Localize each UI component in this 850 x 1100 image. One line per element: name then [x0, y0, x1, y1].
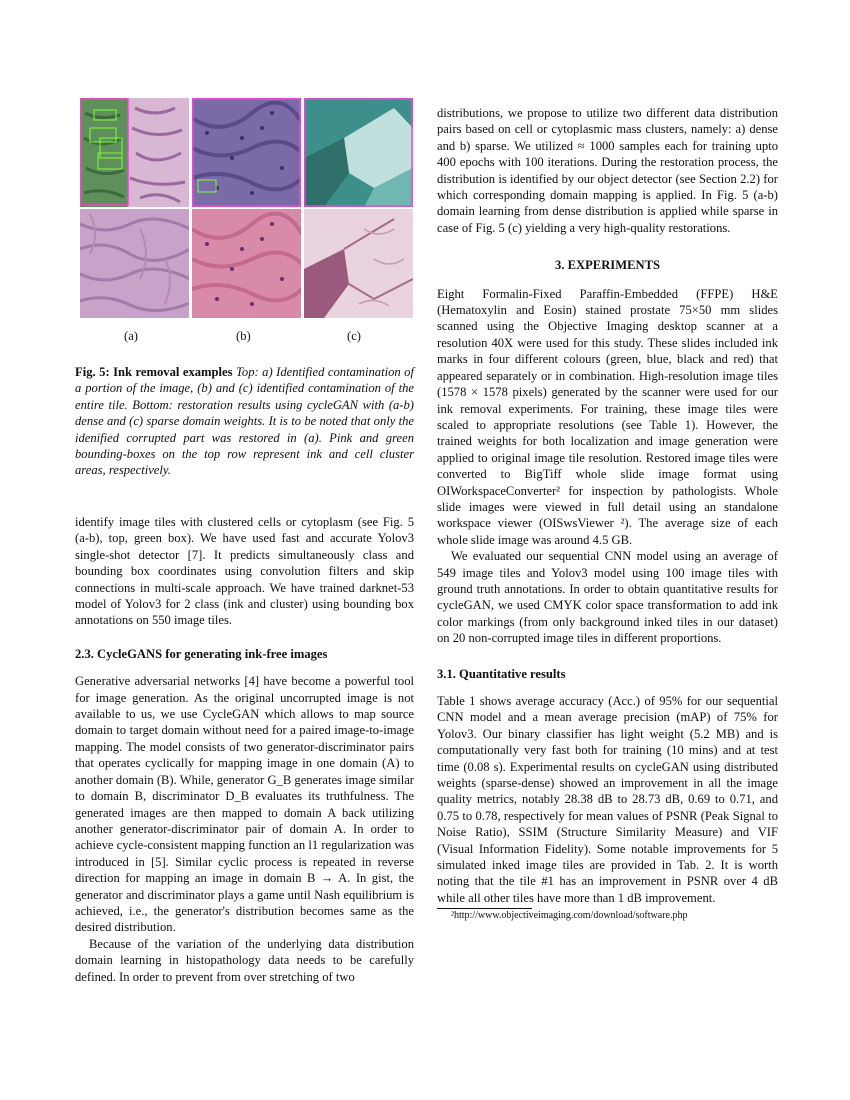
caption-text: Top: a) Identified contamination of a portion of the image, (b) and (c) identified contamination of the entire tile. Bottom: restoration results using cycleGAN with (a-b) dense and (c) sparse domain weights. It is to be noted that only the idenified corrupted part was restored in (a). Pink and green bounding-boxes on the top row represent ink and cell cluster areas, respectively. [75, 365, 414, 478]
tile-a-top-image [80, 98, 189, 207]
section-heading-3-1: 3.1. Quantitative results [437, 666, 566, 681]
section-heading-3: 3. EXPERIMENTS [555, 258, 660, 273]
caption-label: Fig. 5 [75, 365, 106, 379]
figure-caption: Fig. 5: Ink removal examples Top: a) Identified contamination of a portion of the image, (b) and (c) identified contamination of the entire tile. Bottom: restoration results using cycleGAN with (a-b) dense and (c) sparse domain weights. It is to be noted that only the idenified corrupted part was restored in (a). Pink and green bounding-boxes on the top row represent ink and cell cluster areas, respectively. [75, 365, 414, 478]
tile-b-bottom-image [192, 209, 301, 318]
tile-a-bottom-image [80, 209, 189, 318]
figure-5 [80, 98, 414, 318]
tile-a-top [80, 98, 189, 207]
tile-b-top-image [192, 98, 301, 207]
section-heading-2-3: 2.3. CycleGANS for generating ink-free images [75, 646, 328, 661]
right-column [437, 105, 778, 922]
figure-label-b: (b) [236, 329, 251, 343]
figure-label-a: (a) [124, 329, 138, 343]
paragraph: identify image tiles with clustered cells or cytoplasm (see Fig. 5 (a-b), top, green box). We have used fast and accurate Yolov3 single-shot detector [7]. It predicts simultaneously class and bounding box coordinates using convolution filters and skip connections in multi-scale approach. We have trained darknet-53 model of Yolov3 for 2 class (ink and cluster) using bounding box annotations on 550 image tiles. [75, 515, 414, 628]
paragraph: We evaluated our sequential CNN model using an average of 549 image tiles and Yolov3 model using 100 image tiles with ground truth annotations. In order to obtain quantitative results for cycleGAN, we used CMYK color space transformation to add ink color markings (from only background inked tiles in our dataset) on 20 non-corrupted image tiles in different proportions. [437, 549, 778, 646]
paragraph: Table 1 shows average accuracy (Acc.) of 95% for our sequential CNN model and a mean average precision (mAP) of 75% for Yolov3. Our binary classifier has light weight (5.2 MB) and is computationally very fast both for training (10 mins) and at test time (0.08 s). Experimental results on cycleGAN using distributed weights (sparse-dense) showed an improvement in all the image quality metrics, notably 28.38 dB to 28.73 dB, 0.69 to 0.71, and 0.75 to 0.78, respectively for mean values of PSNR (Peak Signal to Noise Ratio), SSIM (Structure Similarity Measure) and VIF (Visual Information Fidelity). Some notable improvements for 5 simulated inked image tiles are provided in Tab. 2. It is worth noting that the tile #1 has an improvement in PSNR over 4 dB while all other tiles have more than 1 dB improvement. [437, 694, 778, 905]
tile-c-top [304, 98, 413, 207]
tile-a-bottom [80, 209, 189, 318]
paragraph: Because of the variation of the underlying data distribution domain learning in histopathology data needs to be carefully defined. In order to prevent from over stretching of two [75, 936, 414, 984]
tile-c-top-image [304, 98, 413, 207]
paragraph: Eight Formalin-Fixed Paraffin-Embedded (FFPE) H&E (Hematoxylin and Eosin) stained prostate 75×50 mm slides scanned using the Objective Imaging desktop scanner at a resolution 40X were used for this study. These slides included ink marks in four different colours (green, blue, black and red) that appeared separately or in combination. High-resolution image tiles (1578 × 1578 pixels) generated by the scanner were used for our ink removal experiments. For training, these image tiles were scaled to appropriate resolutions (see Table 1). However, the trained weights for both localization and image generation were applied to original image tile resolution. Restored image tiles were converted to BigTiff whole slide image format using OIWorkspaceConverter² for inspection by pathologists. Whole slide images were viewed in full detail using an standalone workspace viewer (OISwsViewer ²). The average size of each whole slide image was around 4.5 GB. [437, 286, 778, 547]
tile-b-bottom [192, 209, 301, 318]
tile-c-bottom-image [304, 209, 413, 318]
figure-label-c: (c) [347, 329, 361, 343]
tile-b-top [192, 98, 301, 207]
tile-c-bottom [304, 209, 413, 318]
left-column [75, 514, 414, 985]
paragraph: Generative adversarial networks [4] have become a powerful tool for image generation. As the original uncorrupted image is not available to us, we use CycleGAN which allows to map source domain to target domain without need for a paired image-to-image mapping. The model consists of two generator-discriminator pairs that operates cyclically for mapping image in one domain (A) to another domain (B). While, generator G_B generates image similar to domain B, discriminator D_B evaluates its truthfulness. The generated images are then mapped to domain A back utilizing another generator-discriminator pair of domain A. In order to achieve cycle-consistent mapping function an l1 regularization was introduced in [5]. Similar cyclic process is repeated in reverse direction for mapping an image in domain B → A. In gist, the generator and discriminator plays a game until Nash equilibrium is achieved, i.e., the generator's distribution becomes same as the desired distribution. [75, 674, 414, 935]
caption-title: Ink removal examples [113, 365, 233, 379]
paragraph: distributions, we propose to utilize two different data distribution pairs based on cell or cytoplasmic mass clusters, namely: a) dense and b) sparse. We utilized ≈ 1000 samples each for training upto 400 epochs with 100 iterations. During the restoration process, the distribution is identified by our object detector (see Section 2.2) for which corresponding domain mapping is applied. In Fig. 5 (a-b) domain learning from dense distribution is applied while sparse in case of Fig. 5 (c) yielding a very high-quality restorations. [437, 106, 778, 235]
footnote: ²http://www.objectiveimaging.com/download/software.php [451, 910, 688, 922]
